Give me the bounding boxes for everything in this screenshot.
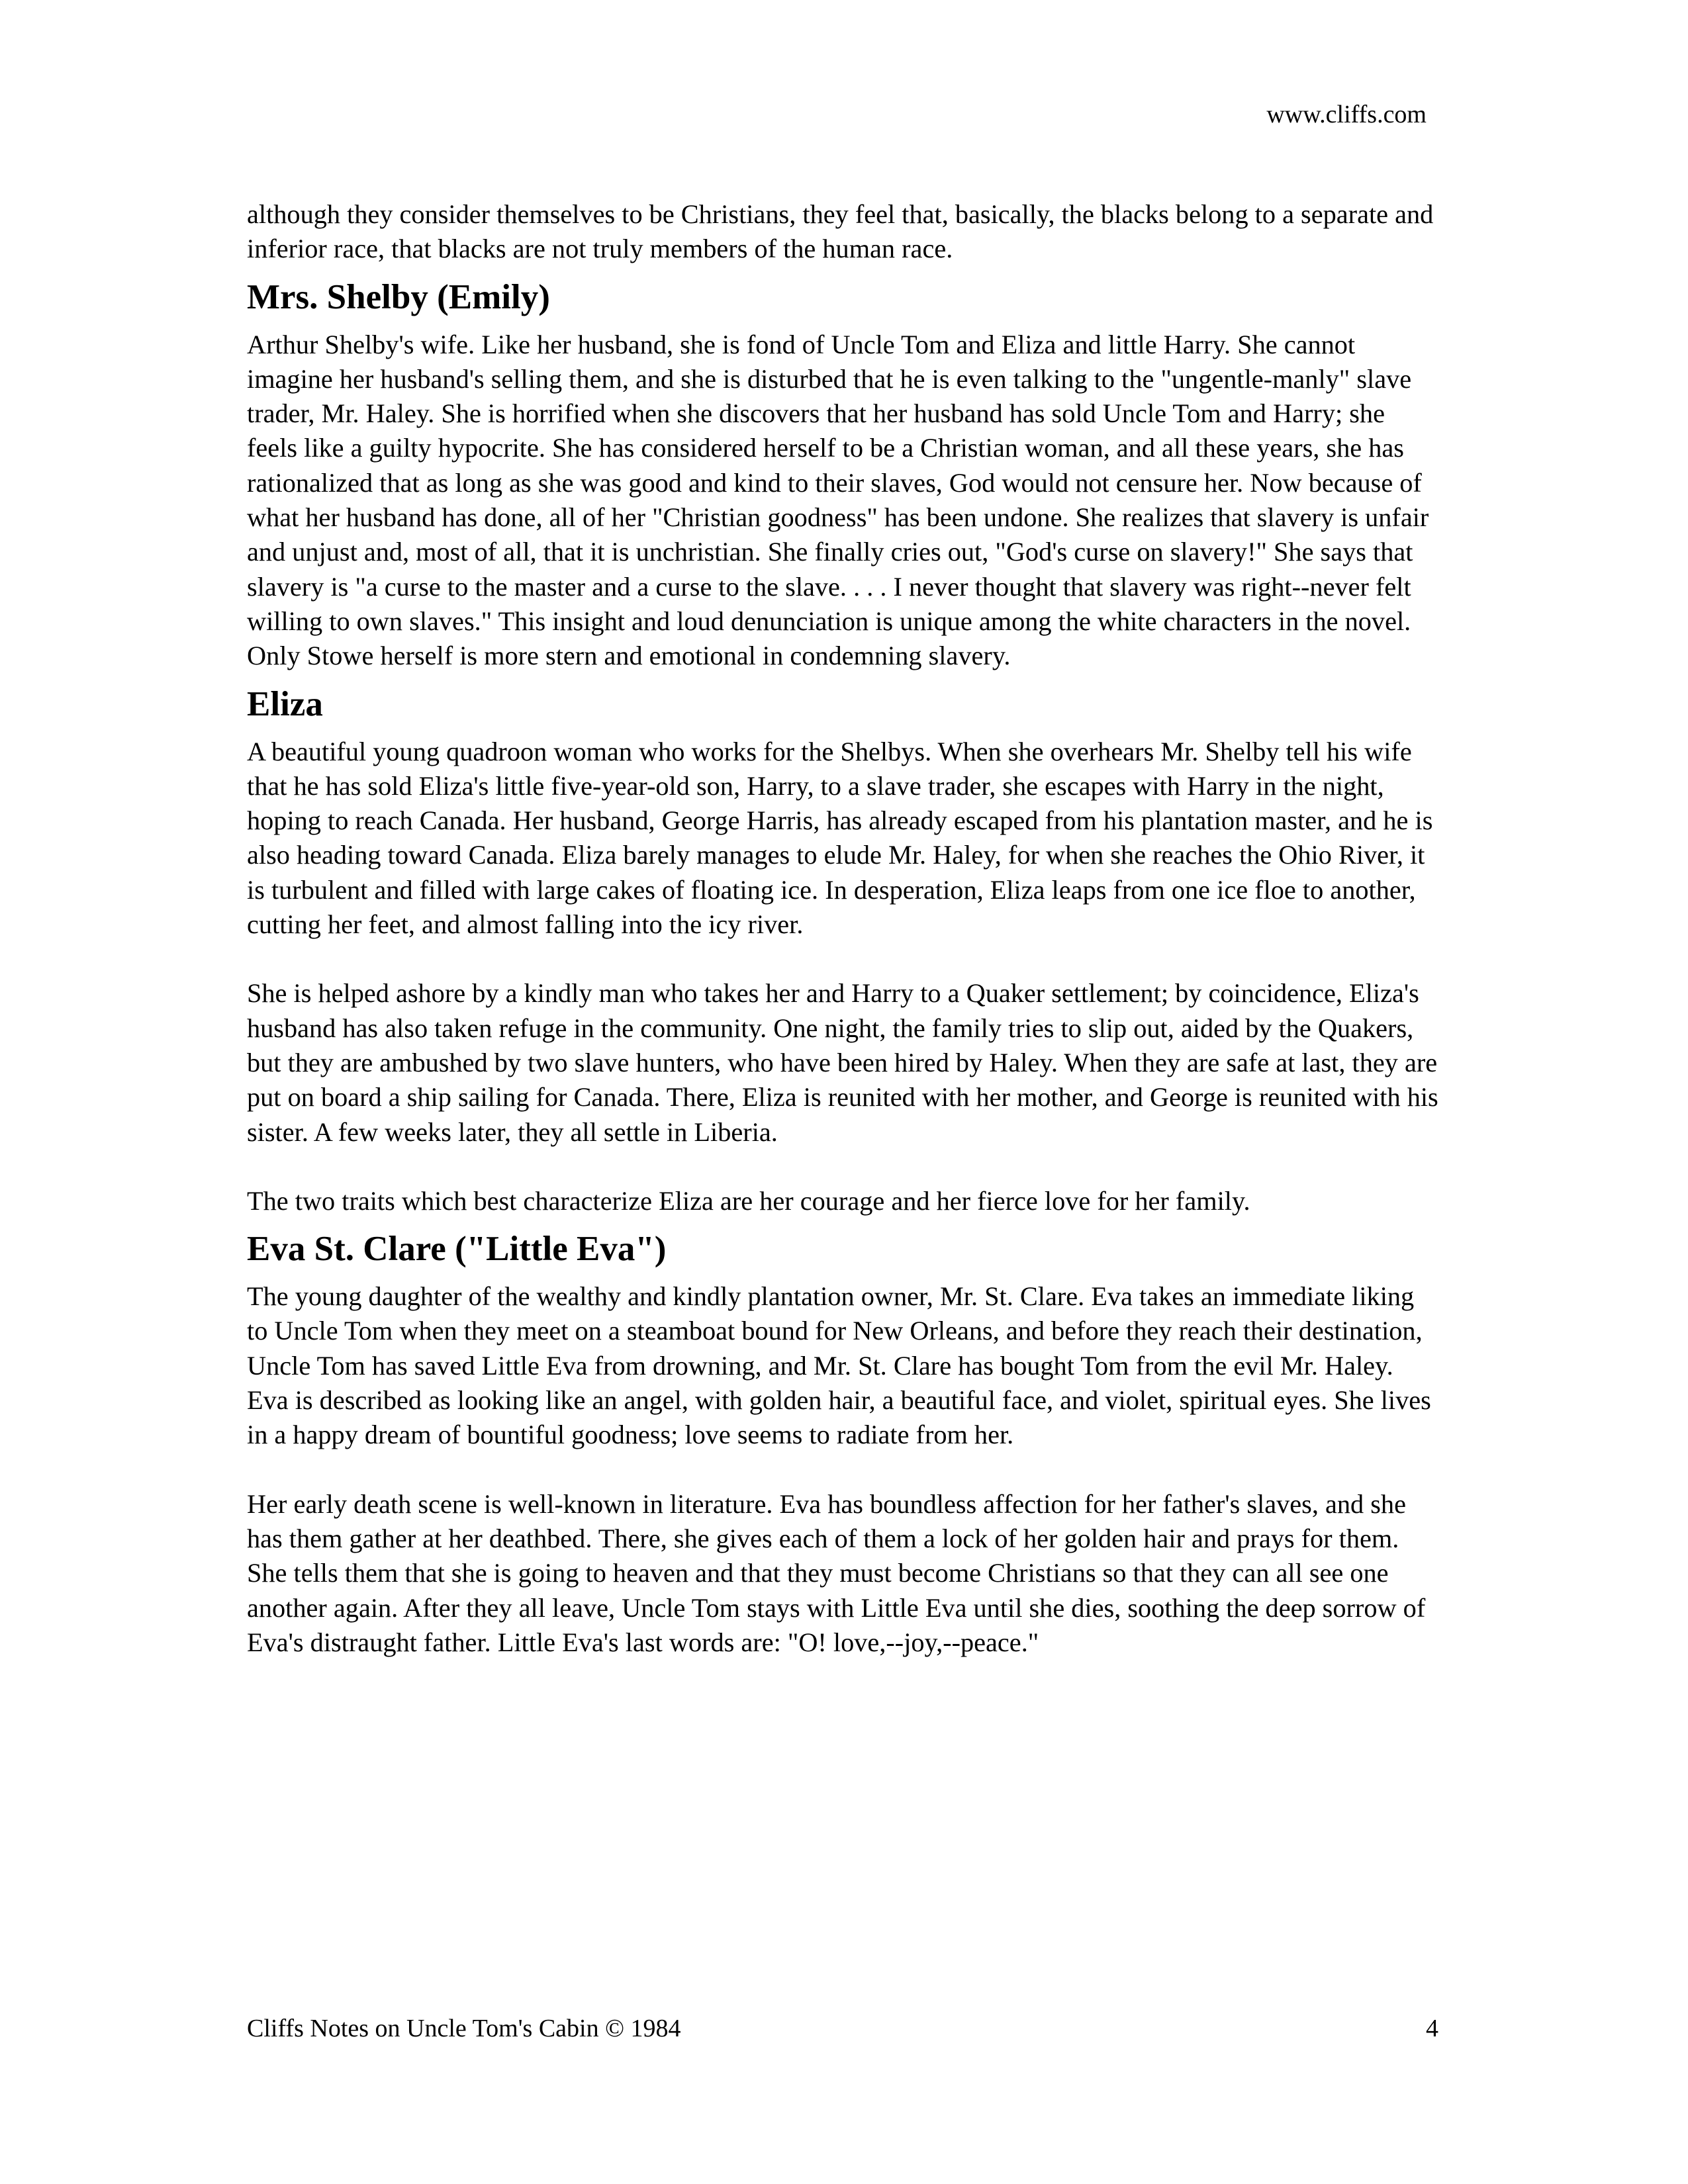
paragraph-mrs-shelby: Arthur Shelby's wife. Like her husband, she is fond of Uncle Tom and Eliza and little Harry. She cannot imagine her husband's selling them, and she is disturbed that he is even talking to the "ungentle-manly" slave trader, Mr. Haley. She is horrified when she discovers that her husband has sold Uncle Tom and Harry; she feels like a guilty hypocrite. She has considered herself to be a Christian woman, and all these years, she has rationalized that as long as she was good and kind to their slaves, God would not censure her. Now because of what her husband has done, all of her "Christian goodness" has been undone. She realizes that slavery is unfair and unjust and, most of all, that it is unchristian. She finally cries out, "God's curse on slavery!" She says that slavery is "a curse to the master and a curse to the slave. . . . I never thought that slavery was right--never felt willing to own slaves." This insight and loud denunciation is unique among the white characters in the novel. Only Stowe herself is more stern and emotional in condemning slavery. — [247, 329, 1429, 671]
paragraph-eliza-2: She is helped ashore by a kindly man who takes her and Harry to a Quaker settlement; by coincidence, Eliza's husband has also taken refuge in the community. One night, the family tries to slip out, aided by the Quakers, but they are ambushed by two slave hunters, who have been hired by Haley. When they are safe at last, they are put on board a ship sailing for Canada. There, Eliza is reunited with her mother, and George is reunited with his sister. A few weeks later, they all settle in Liberia. — [247, 978, 1438, 1147]
section-heading-eva-st-clare: Eva St. Clare ("Little Eva") — [247, 1230, 667, 1269]
paragraph-eliza-3: The two traits which best characterize Eliza are her courage and her fierce love for her family. — [247, 1185, 1250, 1216]
page-content — [247, 197, 1438, 1660]
intro-paragraph: although they consider themselves to be Christians, they feel that, basically, the blacks belong to a separate and inferior race, that blacks are not truly members of the human race. — [247, 199, 1434, 264]
section-eliza — [247, 681, 1438, 1219]
footer-title: Cliffs Notes on Uncle Tom's Cabin © 1984 — [247, 2015, 681, 2042]
paragraph-eva-1: The young daughter of the wealthy and kindly plantation owner, Mr. St. Clare. Eva takes an immediate liking to Uncle Tom when they meet on a steamboat bound for New Orleans, and before they reach their destination, Uncle Tom has saved Little Eva from drowning, and Mr. St. Clare has bought Tom from the evil Mr. Haley. Eva is described as looking like an angel, with golden hair, a beautiful face, and violet, spiritual eyes. She lives in a happy dream of bountiful goodness; love seems to radiate from her. — [247, 1281, 1431, 1450]
section-mrs-shelby — [247, 274, 1438, 674]
section-eva-st-clare — [247, 1226, 1438, 1660]
paragraph-eva-2: Her early death scene is well-known in literature. Eva has boundless affection for her father's slaves, and she has them gather at her deathbed. There, she gives each of them a lock of her golden hair and prays for them. She tells them that she is going to heaven and that they must become Christians so that they can all see one another again. After they all leave, Uncle Tom stays with Little Eva until she dies, soothing the deep sorrow of Eva's distraught father. Little Eva's last words are: "O! love,--joy,--peace." — [247, 1488, 1426, 1657]
section-heading-mrs-shelby: Mrs. Shelby (Emily) — [247, 277, 550, 316]
header-url[interactable]: www.cliffs.com — [1266, 101, 1427, 128]
section-heading-eliza: Eliza — [247, 684, 323, 723]
page-number: 4 — [1426, 2015, 1438, 2042]
paragraph-eliza-1: A beautiful young quadroon woman who works for the Shelbys. When she overhears Mr. Shelby tell his wife that he has sold Eliza's little five-year-old son, Harry, to a slave trader, she escapes with Harry in the night, hoping to reach Canada. Her husband, George Harris, has already escaped from his plantation master, and he is also heading toward Canada. Eliza barely manages to elude Mr. Haley, for when she reaches the Ohio River, it is turbulent and filled with large cakes of floating ice. In desperation, Eliza leaps from one ice floe to another, cutting her feet, and almost falling into the icy river. — [247, 736, 1433, 940]
